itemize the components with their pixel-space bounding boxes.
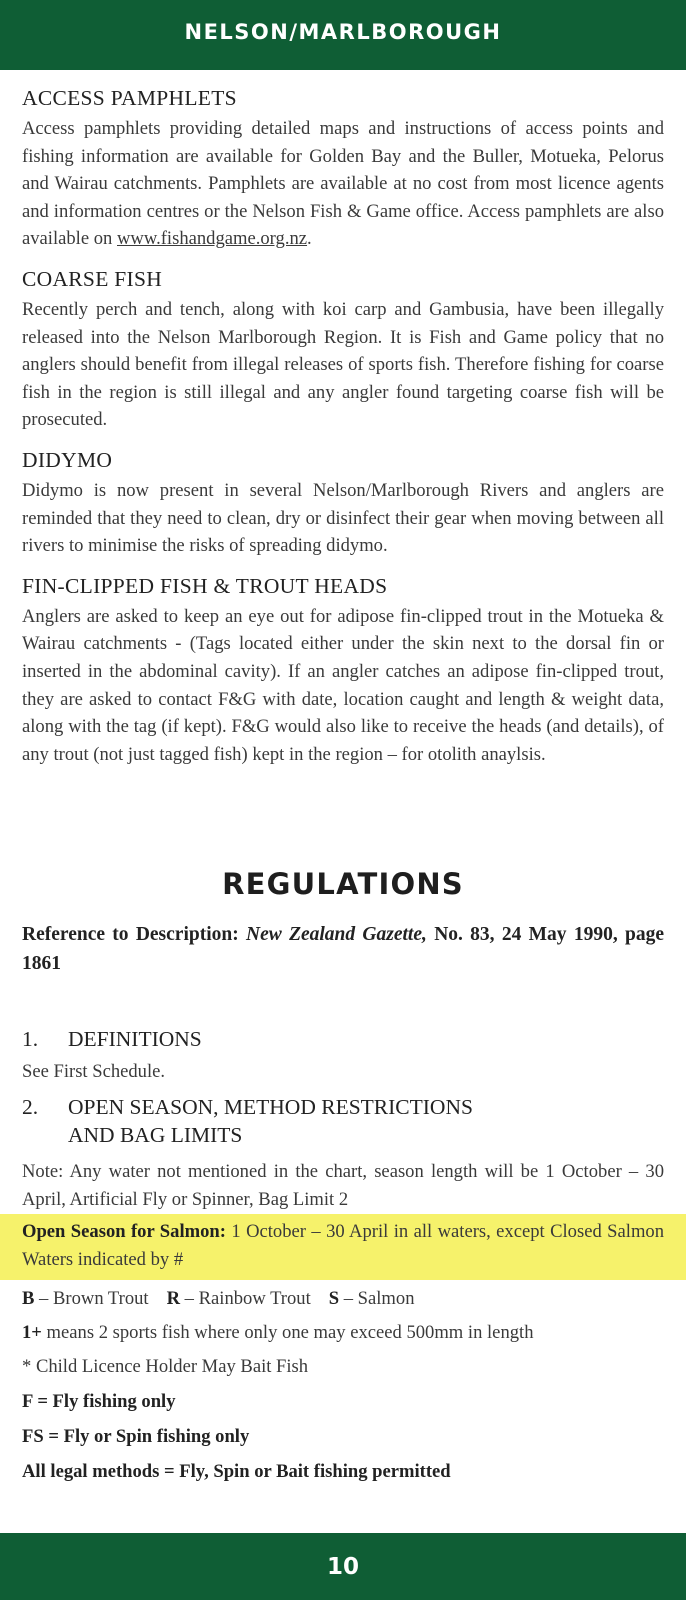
fish-and-game-link[interactable]: www.fishandgame.org.nz [117,228,308,250]
coarse-fish-text: Recently perch and tench, along with koi carp and Gambusia, have been illegally released into the Nelson Marlborough Region. It is Fish and Game policy that no anglers should benefit from illegal releases of sports fish. Therefore fishing for coarse fish in the region is still illegal and any angler found targeting coarse fish will be prosecuted. [22,298,664,431]
access-text-body: Access pamphlets providing detailed maps and instructions of access points and fishing information are available for Golden Bay and the Buller, Motueka, Pelorus and Wairau catchments. Pamphlets are available at no cost from most licence agents and information centres or the Nelson Fish & Game office. Access pamphlets are also available on [22,118,664,250]
definitions-number: 1. [22,1027,39,1051]
didymo-heading: DIDYMO [22,447,113,472]
access-pamphlets-text [22,115,664,253]
open-season-number: 2. [22,1095,39,1119]
season-note: Note: Any water not mentioned in the chart, season length will be 1 October – 30 April, Artificial Fly or Spinner, Bag Limit 2 [22,1161,664,1210]
open-season-title-line2: AND BAG LIMITS [68,1123,243,1147]
page-footer-band [0,1533,686,1600]
legal-methods-rule: All legal methods = Fly, Spin or Bait fishing permitted [22,1461,451,1482]
access-pamphlets-heading: ACCESS PAMPHLETS [22,86,237,110]
access-link-suffix: . [307,228,312,250]
definitions-title: DEFINITIONS [68,1027,202,1051]
regulations-title: REGULATIONS [222,867,464,901]
open-season-title-line1: OPEN SEASON, METHOD RESTRICTIONS [68,1095,473,1119]
reference-publication: New Zealand Gazette, [246,924,427,945]
reference-label: Reference to Description: [22,924,239,945]
reference-description [22,920,664,978]
info-sections [22,86,664,782]
salmon-season-text [22,1218,664,1273]
page-number: 10 [326,1553,359,1580]
fin-clipped-heading: FIN-CLIPPED FISH & TROUT HEADS [22,573,388,598]
coarse-fish-heading: COARSE FISH [22,266,163,291]
fly-spin-rule: FS = Fly or Spin fishing only [22,1426,250,1447]
definitions-text: See First Schedule. [22,1061,166,1082]
reference-details: No. 83, 24 May 1990, page 1861 [22,924,665,974]
page-header-band [0,0,686,70]
salmon-season-label: Open Season for Salmon: [22,1221,226,1242]
fly-only-rule: F = Fly fishing only [22,1391,176,1412]
oneplus-label: 1+ [22,1322,42,1343]
salmon-season-body: 1 October – 30 April in all waters, except Closed Salmon Waters indicated by # [22,1221,664,1270]
child-licence-note: * Child Licence Holder May Bait Fish [22,1356,309,1377]
didymo-text: Didymo is now present in several Nelson/Marlborough Rivers and anglers are reminded that they need to clean, dry or disinfect their gear when moving between all rivers to minimise the risks of spreading didymo. [22,479,664,557]
key-salmon-letter: S [328,1288,340,1309]
key-rainbow-text: – Rainbow Trout [180,1288,311,1309]
key-brown-letter: B [22,1288,35,1309]
key-brown-text: – Brown Trout [34,1288,149,1309]
key-rainbow-letter: R [166,1288,181,1309]
key-salmon-text: – Salmon [339,1288,415,1309]
fin-clipped-text: Anglers are asked to keep an eye out for adipose fin-clipped trout in the Motueka & Wairau catchments - (Tags located either under the skin next to the dorsal fin or inserted in the abdominal cavity). If an angler catches an adipose fin-clipped trout, they are asked to contact F&G with date, location caught and length & weight data, along with the tag (if kept). F&G would also like to receive the heads (and details), of any trout (not just tagged fish) kept in the region – for otolith anaylsis. [22,605,664,765]
oneplus-text: means 2 sports fish where only one may exceed 500mm in length [41,1322,534,1343]
open-season-heading [22,1093,664,1149]
species-key [22,1285,664,1313]
definitions-heading [22,1025,664,1053]
region-title: NELSON/MARLBOROUGH [184,20,502,44]
bag-limit-note [22,1319,664,1347]
